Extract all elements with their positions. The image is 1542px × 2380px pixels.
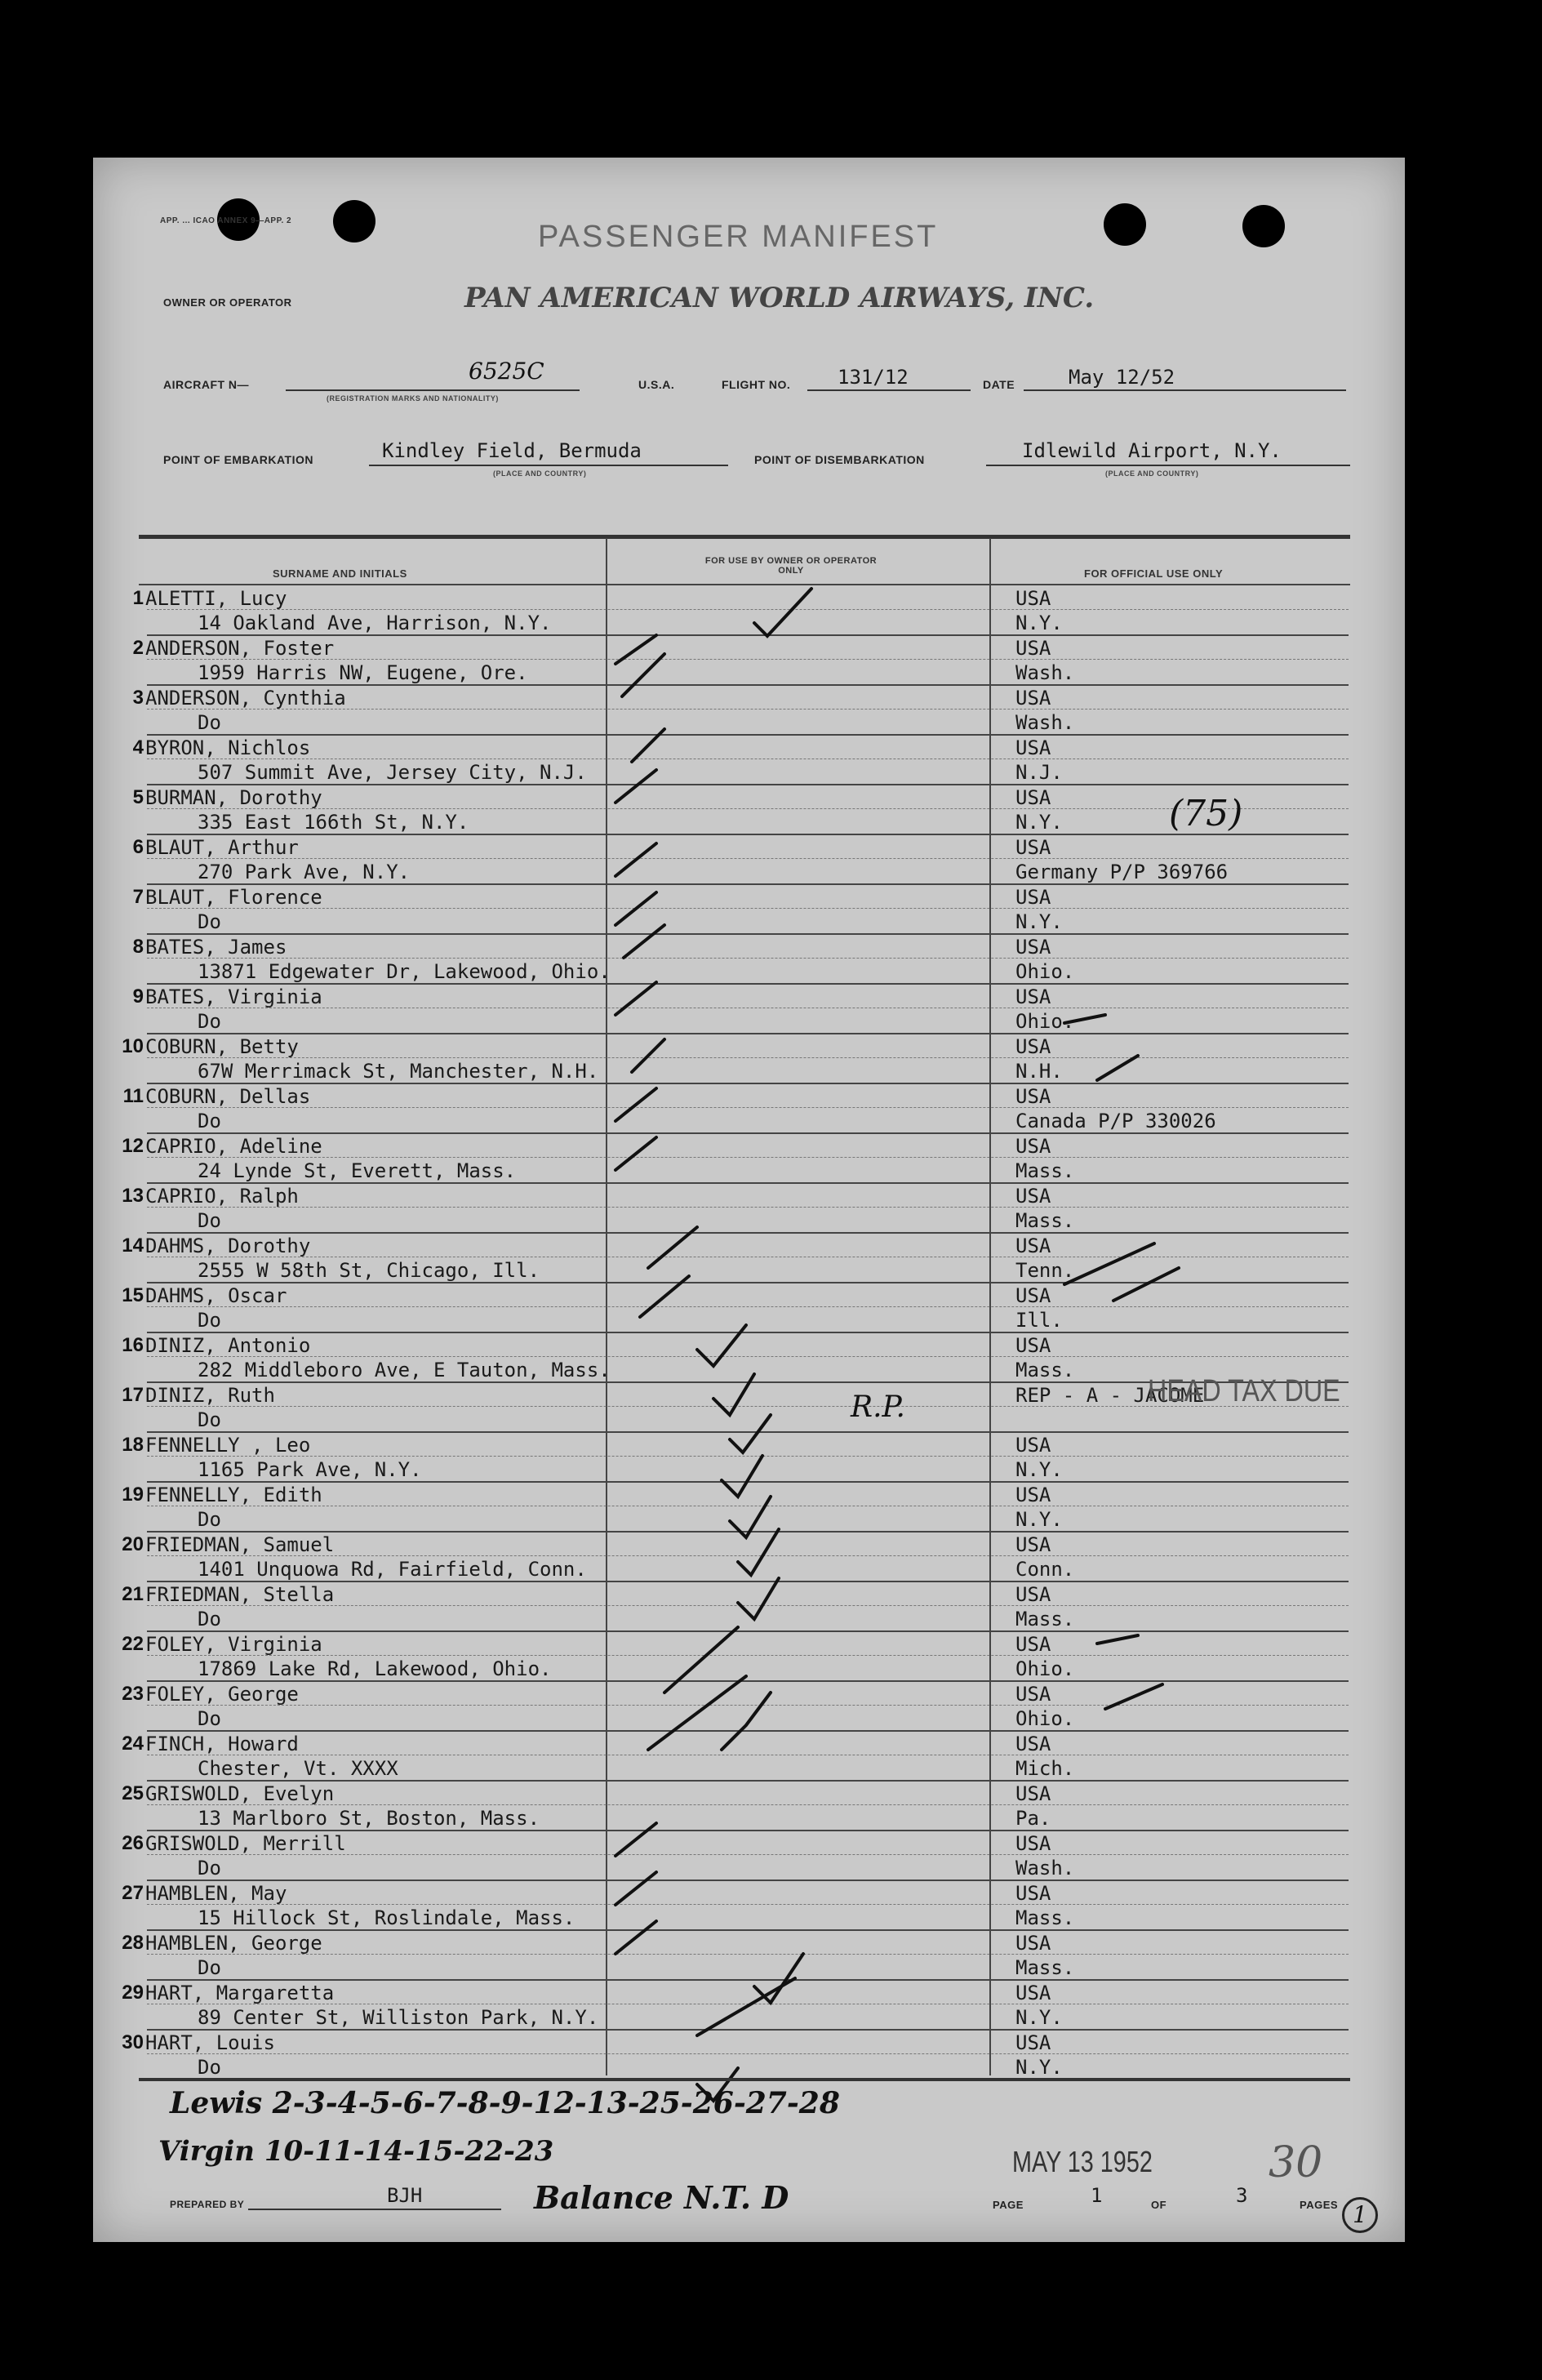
passenger-name: HART, Margaretta	[145, 1982, 335, 2004]
official-nationality: USA	[1015, 836, 1051, 859]
circled-number: 1	[1342, 2197, 1378, 2233]
official-nationality: USA	[1015, 1484, 1051, 1506]
passenger-name: BLAUT, Arthur	[145, 836, 299, 859]
row-number: 20	[122, 1533, 144, 1555]
row-number: 2	[132, 637, 144, 659]
embarkation-label: POINT OF EMBARKATION	[163, 453, 313, 466]
disembarkation-value: Idlewild Airport, N.Y.	[1022, 439, 1282, 462]
page-value: 1	[1091, 2184, 1103, 2207]
official-destination: Germany P/P 369766	[1015, 861, 1229, 883]
passenger-address: 1959 Harris NW, Eugene, Ore.	[198, 661, 528, 684]
passenger-address: 67W Merrimack St, Manchester, N.H.	[198, 1060, 599, 1083]
manifest-sheet	[93, 158, 1405, 2242]
row-number: 4	[132, 736, 144, 758]
aircraft-sub: (REGISTRATION MARKS AND NATIONALITY)	[327, 394, 499, 403]
aircraft-label: AIRCRAFT N—	[163, 378, 250, 391]
row-number: 13	[122, 1185, 144, 1207]
passenger-address: 1401 Unquowa Rd, Fairfield, Conn.	[198, 1558, 587, 1581]
official-nationality: REP - A - JACOME	[1015, 1384, 1205, 1407]
official-destination: Wash.	[1015, 661, 1075, 684]
passenger-name: FINCH, Howard	[145, 1733, 299, 1755]
row-number: 3	[132, 687, 144, 709]
passenger-address: 270 Park Ave, N.Y.	[198, 861, 411, 883]
official-destination: Ill.	[1015, 1309, 1063, 1332]
passenger-address: Do	[198, 1209, 221, 1232]
head-tax-stamp: HEAD TAX DUE	[1148, 1374, 1340, 1408]
row-number: 16	[122, 1334, 144, 1356]
official-destination: Ohio.	[1015, 1707, 1075, 1730]
official-nationality: USA	[1015, 1334, 1051, 1357]
official-nationality: USA	[1015, 1185, 1051, 1208]
passenger-name: DAHMS, Oscar	[145, 1284, 287, 1307]
passenger-name: GRISWOLD, Evelyn	[145, 1782, 335, 1805]
passenger-address: Do	[198, 1309, 221, 1332]
passenger-address: 335 East 166th St, N.Y.	[198, 811, 469, 834]
passenger-address: Do	[198, 711, 221, 734]
official-nationality: USA	[1015, 587, 1051, 610]
row-number: 25	[122, 1782, 144, 1804]
official-destination: Conn.	[1015, 1558, 1075, 1581]
passenger-address: 13871 Edgewater Dr, Lakewood, Ohio.	[198, 960, 611, 983]
official-nationality: USA	[1015, 637, 1051, 660]
passenger-name: CAPRIO, Adeline	[145, 1135, 322, 1158]
passenger-name: FOLEY, George	[145, 1683, 299, 1706]
official-nationality: USA	[1015, 1583, 1051, 1606]
passenger-name: FRIEDMAN, Stella	[145, 1583, 335, 1606]
official-nationality: USA	[1015, 1733, 1051, 1755]
official-destination: N.Y.	[1015, 910, 1063, 933]
column-header-owner: FOR USE BY OWNER OR OPERATOR ONLY	[704, 556, 878, 576]
row-number: 22	[122, 1633, 144, 1655]
passenger-address: Do	[198, 1857, 221, 1880]
official-destination: Ohio.	[1015, 960, 1075, 983]
passenger-name: BYRON, Nichlos	[145, 736, 311, 759]
passenger-name: COBURN, Dellas	[145, 1085, 311, 1108]
embarkation-sub: (PLACE AND COUNTRY)	[493, 469, 587, 478]
official-nationality: USA	[1015, 1882, 1051, 1905]
passenger-name: GRISWOLD, Merrill	[145, 1832, 346, 1855]
official-destination: Mass.	[1015, 1209, 1075, 1232]
official-nationality: USA	[1015, 1234, 1051, 1257]
rp-note: R.P.	[851, 1390, 905, 1424]
footer-handwriting-1: Lewis 2-3-4-5-6-7-8-9-12-13-25-26-27-28	[170, 2086, 840, 2120]
row-number: 27	[122, 1882, 144, 1904]
official-nationality: USA	[1015, 736, 1051, 759]
passenger-name: HAMBLEN, May	[145, 1882, 287, 1905]
passenger-address: Do	[198, 2056, 221, 2079]
passenger-name: BATES, Virginia	[145, 985, 322, 1008]
received-date-stamp: MAY 13 1952	[1012, 2145, 1153, 2178]
row-number: 21	[122, 1583, 144, 1605]
passenger-name: FENNELLY, Edith	[145, 1484, 322, 1506]
embarkation-value: Kindley Field, Bermuda	[382, 439, 642, 462]
official-nationality: USA	[1015, 985, 1051, 1008]
official-destination: Mass.	[1015, 1956, 1075, 1979]
prepared-by-label: PREPARED BY	[170, 2199, 245, 2210]
official-destination: Mass.	[1015, 1159, 1075, 1182]
disembarkation-sub: (PLACE AND COUNTRY)	[1105, 469, 1199, 478]
passenger-name: FRIEDMAN, Samuel	[145, 1533, 335, 1556]
passenger-address: 282 Middleboro Ave, E Tauton, Mass.	[198, 1359, 611, 1381]
passenger-address: Do	[198, 1110, 221, 1132]
passenger-address: 89 Center St, Williston Park, N.Y.	[198, 2006, 599, 2029]
prepared-by-underline	[248, 2209, 501, 2210]
passenger-name: HART, Louis	[145, 2031, 275, 2054]
row-number: 17	[122, 1384, 144, 1406]
official-nationality: USA	[1015, 886, 1051, 909]
passenger-address: Do	[198, 1508, 221, 1531]
official-nationality: USA	[1015, 1434, 1051, 1457]
burman-note: (75)	[1169, 793, 1243, 834]
official-nationality: USA	[1015, 936, 1051, 959]
row-number: 10	[122, 1035, 144, 1057]
passenger-address: 1165 Park Ave, N.Y.	[198, 1458, 422, 1481]
date-label: DATE	[983, 378, 1015, 391]
passenger-name: CAPRIO, Ralph	[145, 1185, 299, 1208]
passenger-address: 507 Summit Ave, Jersey City, N.J.	[198, 761, 587, 784]
official-destination: N.Y.	[1015, 1458, 1063, 1481]
official-destination: N.Y.	[1015, 2056, 1063, 2079]
row-number: 14	[122, 1234, 144, 1257]
aircraft-value: 6525C	[469, 358, 544, 385]
flight-value: 131/12	[838, 366, 909, 389]
disembarkation-label: POINT OF DISEMBARKATION	[754, 453, 925, 466]
row-number: 28	[122, 1932, 144, 1954]
form-corner-note: APP. ... ICAO ANNEX 9—APP. 2	[160, 216, 292, 225]
row-number: 24	[122, 1733, 144, 1755]
passenger-address: 14 Oakland Ave, Harrison, N.Y.	[198, 612, 552, 634]
operator-name: PAN AMERICAN WORLD AIRWAYS, INC.	[464, 282, 1095, 314]
table-bottom-rule	[139, 2078, 1350, 2081]
row-number: 11	[122, 1085, 144, 1107]
official-destination: Tenn.	[1015, 1259, 1075, 1282]
handwritten-marks	[93, 158, 1405, 2242]
prepared-by-value: BJH	[387, 2184, 423, 2207]
official-destination: Pa.	[1015, 1807, 1051, 1830]
of-value: 3	[1236, 2184, 1248, 2207]
official-destination: N.Y.	[1015, 2006, 1063, 2029]
column-header-official: FOR OFFICIAL USE ONLY	[1084, 567, 1224, 580]
passenger-name: FENNELLY , Leo	[145, 1434, 311, 1457]
official-destination: N.Y.	[1015, 612, 1063, 634]
passenger-name: DINIZ, Antonio	[145, 1334, 311, 1357]
official-nationality: USA	[1015, 1085, 1051, 1108]
row-number: 9	[132, 985, 144, 1008]
row-number: 12	[122, 1135, 144, 1157]
owner-label: OWNER OR OPERATOR	[163, 296, 292, 309]
row-number: 18	[122, 1434, 144, 1456]
passenger-address: 24 Lynde St, Everett, Mass.	[198, 1159, 517, 1182]
passenger-name: BLAUT, Florence	[145, 886, 322, 909]
official-destination: Wash.	[1015, 711, 1075, 734]
row-number: 19	[122, 1484, 144, 1506]
date-value: May 12/52	[1069, 366, 1175, 389]
row-number: 7	[132, 886, 144, 908]
flight-label: FLIGHT NO.	[722, 378, 791, 391]
official-destination: Canada P/P 330026	[1015, 1110, 1216, 1132]
official-nationality: USA	[1015, 786, 1051, 809]
official-destination: Mass.	[1015, 1608, 1075, 1630]
official-nationality: USA	[1015, 1932, 1051, 1955]
official-destination: N.Y.	[1015, 1508, 1063, 1531]
official-nationality: USA	[1015, 1284, 1051, 1307]
passenger-address: 17869 Lake Rd, Lakewood, Ohio.	[198, 1657, 552, 1680]
row-number: 8	[132, 936, 144, 958]
passenger-name: COBURN, Betty	[145, 1035, 299, 1058]
handwritten-total: 30	[1269, 2138, 1323, 2187]
official-destination: Mass.	[1015, 1359, 1075, 1381]
official-destination: Ohio.	[1015, 1657, 1075, 1680]
official-nationality: USA	[1015, 1533, 1051, 1556]
passenger-address: Do	[198, 1956, 221, 1979]
official-destination: N.J.	[1015, 761, 1063, 784]
passenger-address: Do	[198, 1408, 221, 1431]
passenger-name: DAHMS, Dorothy	[145, 1234, 311, 1257]
passenger-address: Do	[198, 1608, 221, 1630]
row-number: 6	[132, 836, 144, 858]
row-number: 30	[122, 2031, 144, 2053]
passenger-address: Do	[198, 910, 221, 933]
row-number: 1	[132, 587, 144, 609]
official-nationality: USA	[1015, 1135, 1051, 1158]
official-nationality: USA	[1015, 1982, 1051, 2004]
official-destination: N.Y.	[1015, 811, 1063, 834]
passenger-address: 2555 W 58th St, Chicago, Ill.	[198, 1259, 540, 1282]
footer-handwriting-2: Virgin 10-11-14-15-22-23	[158, 2135, 554, 2168]
pages-label: PAGES	[1300, 2199, 1339, 2211]
passenger-name: ANDERSON, Cynthia	[145, 687, 346, 710]
footer-handwriting-3: Balance N.T. D	[534, 2179, 789, 2216]
passenger-name: BATES, James	[145, 936, 287, 959]
official-nationality: USA	[1015, 1683, 1051, 1706]
passenger-address: Chester, Vt. XXXX	[198, 1757, 398, 1780]
page-label: PAGE	[993, 2199, 1024, 2211]
passenger-name: ALETTI, Lucy	[145, 587, 287, 610]
row-number: 23	[122, 1683, 144, 1705]
passenger-name: BURMAN, Dorothy	[145, 786, 322, 809]
column-header-surname: SURNAME AND INITIALS	[273, 567, 407, 580]
official-destination: Mich.	[1015, 1757, 1075, 1780]
official-nationality: USA	[1015, 687, 1051, 710]
official-nationality: USA	[1015, 2031, 1051, 2054]
row-number: 29	[122, 1982, 144, 2004]
passenger-name: ANDERSON, Foster	[145, 637, 335, 660]
passenger-address: Do	[198, 1010, 221, 1033]
official-destination: Ohio.	[1015, 1010, 1075, 1033]
official-nationality: USA	[1015, 1035, 1051, 1058]
page-title: PASSENGER MANIFEST	[538, 220, 939, 254]
row-number: 26	[122, 1832, 144, 1854]
official-destination: Wash.	[1015, 1857, 1075, 1880]
official-nationality: USA	[1015, 1832, 1051, 1855]
row-number: 15	[122, 1284, 144, 1306]
official-destination: Mass.	[1015, 1906, 1075, 1929]
passenger-name: HAMBLEN, George	[145, 1932, 322, 1955]
official-destination: N.H.	[1015, 1060, 1063, 1083]
of-label: OF	[1151, 2199, 1167, 2211]
passenger-address: Do	[198, 1707, 221, 1730]
row-number: 5	[132, 786, 144, 808]
passenger-name: DINIZ, Ruth	[145, 1384, 275, 1407]
passenger-address: 15 Hillock St, Roslindale, Mass.	[198, 1906, 575, 1929]
official-nationality: USA	[1015, 1633, 1051, 1656]
official-nationality: USA	[1015, 1782, 1051, 1805]
passenger-name: FOLEY, Virginia	[145, 1633, 322, 1656]
passenger-address: 13 Marlboro St, Boston, Mass.	[198, 1807, 540, 1830]
usa-label: U.S.A.	[638, 378, 675, 391]
